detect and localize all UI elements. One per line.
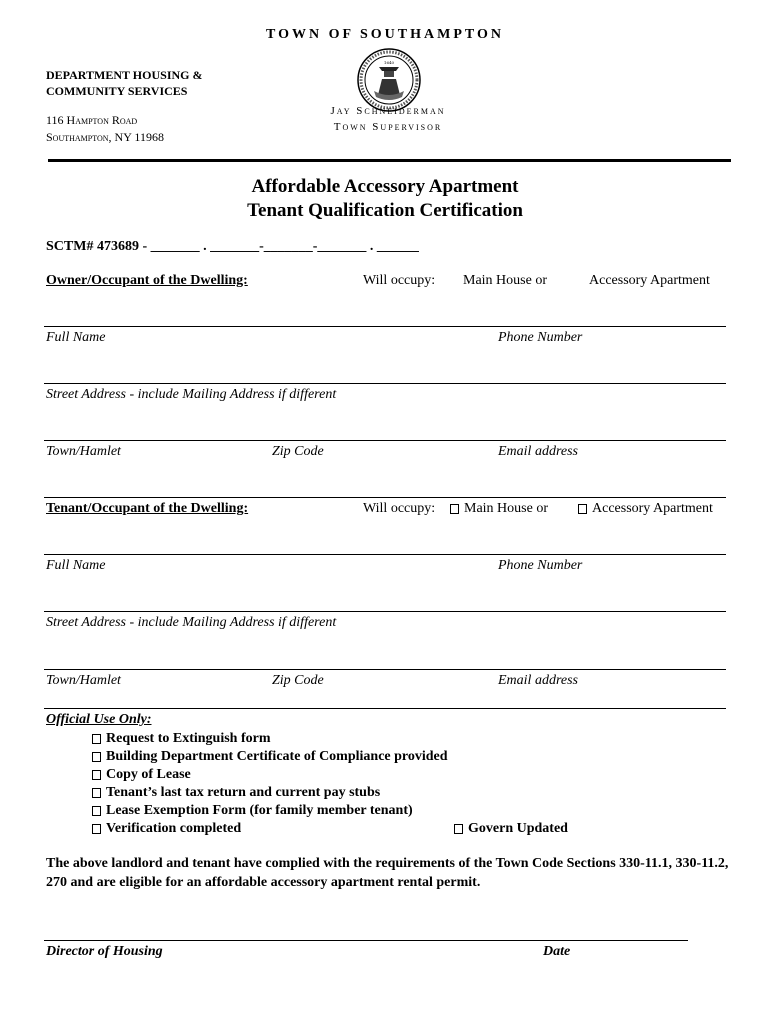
tenant-street-label: Street Address - include Mailing Address if different (46, 615, 337, 630)
owner-phone-label: Phone Number (498, 330, 583, 345)
date-label: Date (543, 944, 571, 959)
checkbox-icon[interactable] (454, 824, 463, 834)
department-line-2: COMMUNITY SERVICES (46, 84, 188, 98)
owner-full-name-line[interactable] (44, 326, 726, 327)
checkbox-icon[interactable] (92, 734, 101, 744)
tenant-full-name-label: Full Name (46, 558, 106, 573)
department-line-1: DEPARTMENT HOUSING & (46, 68, 203, 82)
govern-updated-label: Govern Updated (468, 821, 568, 836)
owner-heading: Owner/Occupant of the Dwelling: (46, 273, 248, 288)
checklist-item[interactable] (92, 748, 448, 766)
tenant-town-line[interactable] (44, 669, 726, 670)
checkbox-icon[interactable] (92, 770, 101, 780)
town-title: TOWN OF SOUTHAMPTON (266, 27, 504, 42)
tenant-heading: Tenant/Occupant of the Dwelling: (46, 501, 249, 516)
supervisor-block (280, 103, 496, 135)
owner-email-line[interactable] (44, 497, 726, 498)
owner-email-label: Email address (498, 444, 578, 459)
owner-option-accessory-apartment[interactable]: Accessory Apartment (589, 273, 710, 288)
checkbox-icon[interactable] (92, 806, 101, 816)
svg-text:1640: 1640 (383, 60, 395, 65)
form-title-line-1: Affordable Accessory Apartment (251, 176, 519, 197)
govern-updated-item[interactable] (454, 820, 568, 838)
tenant-email-label: Email address (498, 673, 578, 688)
owner-street-label: Street Address - include Mailing Address if different (46, 387, 337, 402)
department-name (46, 67, 286, 99)
supervisor-title: Town Supervisor (333, 121, 443, 133)
checklist-item[interactable] (92, 802, 448, 820)
official-use-heading: Official Use Only: (46, 712, 152, 727)
signature-line[interactable] (44, 940, 688, 941)
tenant-email-line[interactable] (44, 708, 726, 709)
checklist-item[interactable] (92, 784, 448, 802)
checkbox-icon[interactable] (578, 504, 587, 514)
checkbox-icon[interactable] (92, 752, 101, 762)
compliance-statement: The above landlord and tenant have complied with the requirements of the Town Code Sections 330-11.1, 330-11.2, 270 and are eligible for an affordable accessory apartment rental permit. (46, 856, 729, 890)
checklist-item-label: Lease Exemption Form (for family member tenant) (106, 803, 413, 818)
form-title (0, 175, 770, 223)
sctm-number: SCTM# 473689 - _______ . _______-_______-_______ . ______ (46, 239, 419, 254)
official-checklist (92, 730, 448, 838)
supervisor-name: Jay Schneiderman (330, 105, 446, 117)
owner-street-line[interactable] (44, 383, 726, 384)
checklist-item-label: Request to Extinguish form (106, 731, 271, 746)
tenant-will-occupy: Will occupy: (363, 501, 436, 516)
checklist-item-label: Building Department Certificate of Compliance provided (106, 749, 448, 764)
owner-town-line[interactable] (44, 440, 726, 441)
owner-full-name-label: Full Name (46, 330, 106, 345)
checklist-item[interactable] (92, 820, 448, 838)
checklist-item[interactable] (92, 730, 448, 748)
header-divider (48, 159, 731, 162)
checkbox-icon[interactable] (92, 788, 101, 798)
tenant-phone-label: Phone Number (498, 558, 583, 573)
owner-zip-label: Zip Code (272, 444, 324, 459)
department-address (46, 112, 286, 146)
checkbox-icon[interactable] (92, 824, 101, 834)
owner-option-main-house[interactable]: Main House or (463, 273, 547, 288)
tenant-town-label: Town/Hamlet (46, 673, 121, 688)
form-title-line-2: Tenant Qualification Certification (247, 200, 523, 221)
checkbox-icon[interactable] (450, 504, 459, 514)
tenant-option-accessory-apartment-label: Accessory Apartment (592, 501, 713, 516)
checklist-item[interactable] (92, 766, 448, 784)
checklist-item-label: Copy of Lease (106, 767, 191, 782)
owner-town-label: Town/Hamlet (46, 444, 121, 459)
tenant-street-line[interactable] (44, 611, 726, 612)
checklist-item-label: Tenant’s last tax return and current pay stubs (106, 785, 381, 800)
owner-will-occupy: Will occupy: (363, 273, 436, 288)
tenant-option-main-house-label: Main House or (464, 501, 548, 516)
tenant-option-accessory-apartment[interactable] (578, 501, 713, 517)
tenant-full-name-line[interactable] (44, 554, 726, 555)
tenant-zip-label: Zip Code (272, 673, 324, 688)
tenant-option-main-house[interactable] (450, 501, 548, 517)
director-of-housing-label: Director of Housing (46, 944, 163, 959)
address-street: 116 Hampton Road (46, 113, 138, 127)
address-city: Southampton, NY 11968 (46, 130, 164, 144)
checklist-item-label: Verification completed (106, 821, 242, 836)
